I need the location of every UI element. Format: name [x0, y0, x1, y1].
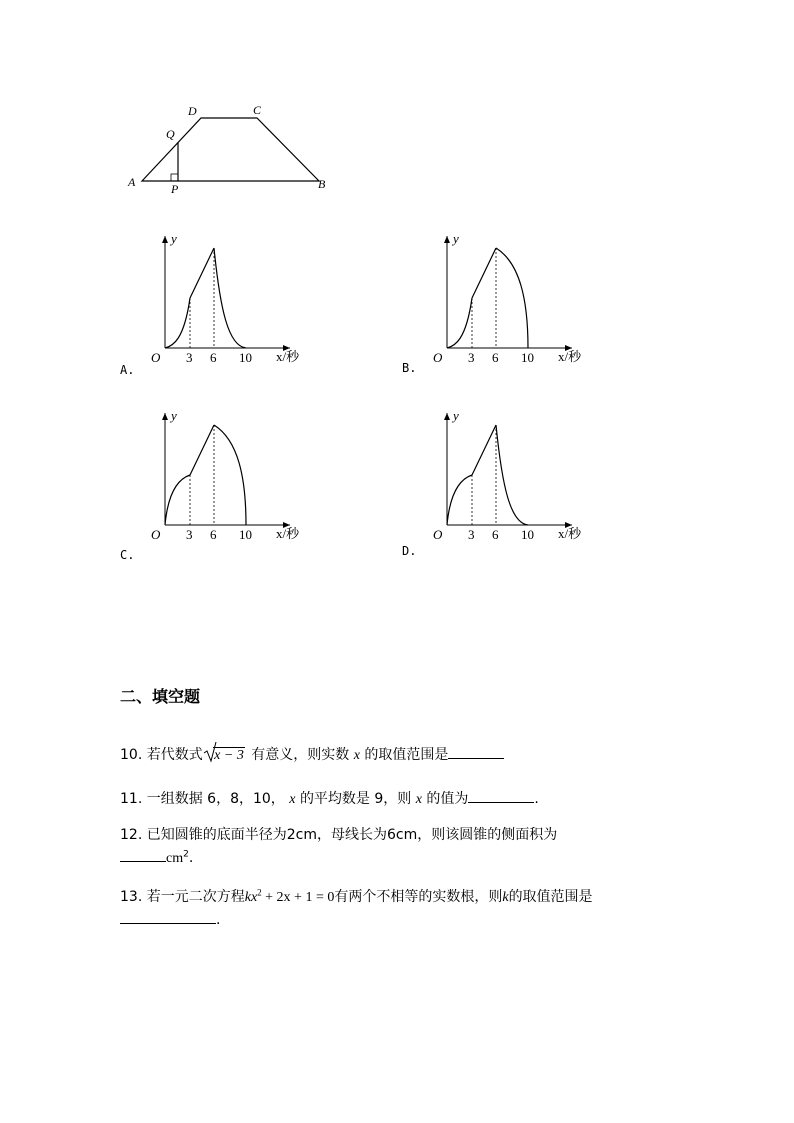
curve-segment-0-3	[447, 298, 472, 348]
q12-unit-exp: 2	[183, 849, 189, 860]
curve-segment-0-3	[447, 475, 472, 525]
section-title: 二、填空题	[120, 687, 201, 706]
q13-equation	[244, 887, 335, 905]
right-angle-mark	[171, 174, 178, 181]
graph-option-c	[148, 405, 308, 555]
label-C: C	[253, 103, 262, 117]
tick-label-10: 10	[239, 350, 252, 365]
origin-label: O	[151, 527, 161, 542]
q13-eq-x: x	[250, 890, 258, 905]
q11-answer-blank[interactable]	[468, 790, 534, 803]
q12-number: 12.	[120, 827, 143, 843]
q12-end: .	[188, 850, 194, 866]
curve-segment-6-10	[214, 248, 246, 348]
label-B: B	[318, 177, 326, 191]
tick-label-3: 3	[186, 527, 193, 542]
q10-text-post2: 的取值范围是	[364, 747, 449, 763]
question-10	[120, 744, 504, 764]
curve-segment-3-6	[472, 248, 496, 298]
curve-segment-6-10	[214, 425, 246, 525]
x-axis-label: x/秒	[558, 526, 582, 541]
question-11	[120, 788, 539, 808]
q13-answer-blank[interactable]	[120, 911, 216, 924]
tick-label-6: 6	[492, 350, 499, 365]
q13-text-mid: 有两个不相等的实数根，则	[334, 889, 503, 905]
q13-text-post: 的取值范围是	[508, 889, 593, 905]
label-A: A	[128, 175, 136, 189]
curve-segment-3-6	[472, 425, 496, 475]
q10-number: 10.	[120, 747, 143, 763]
q10-var: x	[353, 748, 360, 763]
radical-sign-icon	[203, 741, 217, 763]
graph-option-d	[430, 405, 590, 555]
q13-end: .	[216, 912, 221, 928]
tick-label-10: 10	[521, 527, 534, 542]
curve-segment-6-10	[496, 425, 528, 525]
option-d-label[interactable]: D.	[402, 544, 417, 558]
q12-answer-blank[interactable]	[120, 849, 166, 862]
q13-eq-sq: 2	[257, 887, 262, 898]
x-axis-label: x/秒	[558, 349, 582, 364]
question-13	[120, 886, 593, 906]
option-a-label[interactable]: A.	[120, 363, 135, 377]
origin-label: O	[433, 350, 443, 365]
q13-eq-rest: + 2x + 1 = 0	[261, 890, 335, 905]
q11-text-mid: 的平均数是 9，则	[299, 791, 412, 807]
tick-label-6: 6	[210, 350, 217, 365]
x-axis-label: x/秒	[276, 349, 300, 364]
q13-var: k	[502, 890, 509, 905]
q13-text-pre: 若一元二次方程	[146, 889, 245, 905]
option-b-label[interactable]: B.	[402, 361, 417, 375]
y-axis-arrow-icon	[162, 413, 168, 420]
curve-segment-0-3	[165, 298, 190, 348]
q12-unit: cm	[166, 851, 184, 866]
tick-label-3: 3	[468, 527, 475, 542]
y-axis-arrow-icon	[444, 413, 450, 420]
y-axis-arrow-icon	[162, 236, 168, 243]
q10-sqrt	[213, 747, 245, 764]
tick-label-6: 6	[492, 527, 499, 542]
y-axis-label: y	[171, 231, 177, 246]
q10-answer-blank[interactable]	[448, 746, 504, 759]
tick-label-6: 6	[210, 527, 217, 542]
label-Q: Q	[166, 127, 175, 141]
x-axis-label: x/秒	[276, 526, 300, 541]
trapezoid-figure	[120, 100, 340, 200]
y-axis-arrow-icon	[444, 236, 450, 243]
q10-radicand: x − 3	[214, 748, 244, 763]
label-D: D	[188, 104, 197, 118]
q10-text-pre: 若代数式	[146, 747, 203, 763]
curve-segment-3-6	[190, 248, 214, 298]
q11-text-pre: 一组数据 6，8，10，	[146, 791, 285, 807]
origin-label: O	[433, 527, 443, 542]
q11-var: x	[289, 792, 296, 807]
q11-text-post: 的值为	[426, 791, 469, 807]
question-12	[120, 824, 557, 844]
q12-text: 已知圆锥的底面半径为2cm，母线长为6cm，则该圆锥的侧面积为	[146, 827, 558, 843]
tick-label-3: 3	[468, 350, 475, 365]
graph-option-a	[148, 228, 308, 368]
y-axis-label: y	[171, 408, 177, 423]
q13-eq-k: k	[244, 890, 251, 905]
tick-label-10: 10	[239, 527, 252, 542]
q13-number: 13.	[120, 889, 143, 905]
curve-segment-3-6	[190, 425, 214, 475]
question-13-line2	[120, 911, 220, 928]
graph-option-b	[430, 228, 590, 368]
label-P: P	[171, 182, 179, 196]
q10-text-post: 有意义，则实数	[251, 747, 350, 763]
origin-label: O	[151, 350, 161, 365]
tick-label-3: 3	[186, 350, 193, 365]
tick-label-10: 10	[521, 350, 534, 365]
q11-end: .	[534, 791, 539, 807]
curve-segment-6-10	[496, 248, 528, 348]
question-12-line2	[120, 849, 193, 867]
q11-var2: x	[415, 792, 422, 807]
q11-number: 11.	[120, 791, 143, 807]
curve-segment-0-3	[165, 475, 190, 525]
y-axis-label: y	[453, 231, 459, 246]
option-c-label[interactable]: C.	[120, 548, 135, 562]
y-axis-label: y	[453, 408, 459, 423]
